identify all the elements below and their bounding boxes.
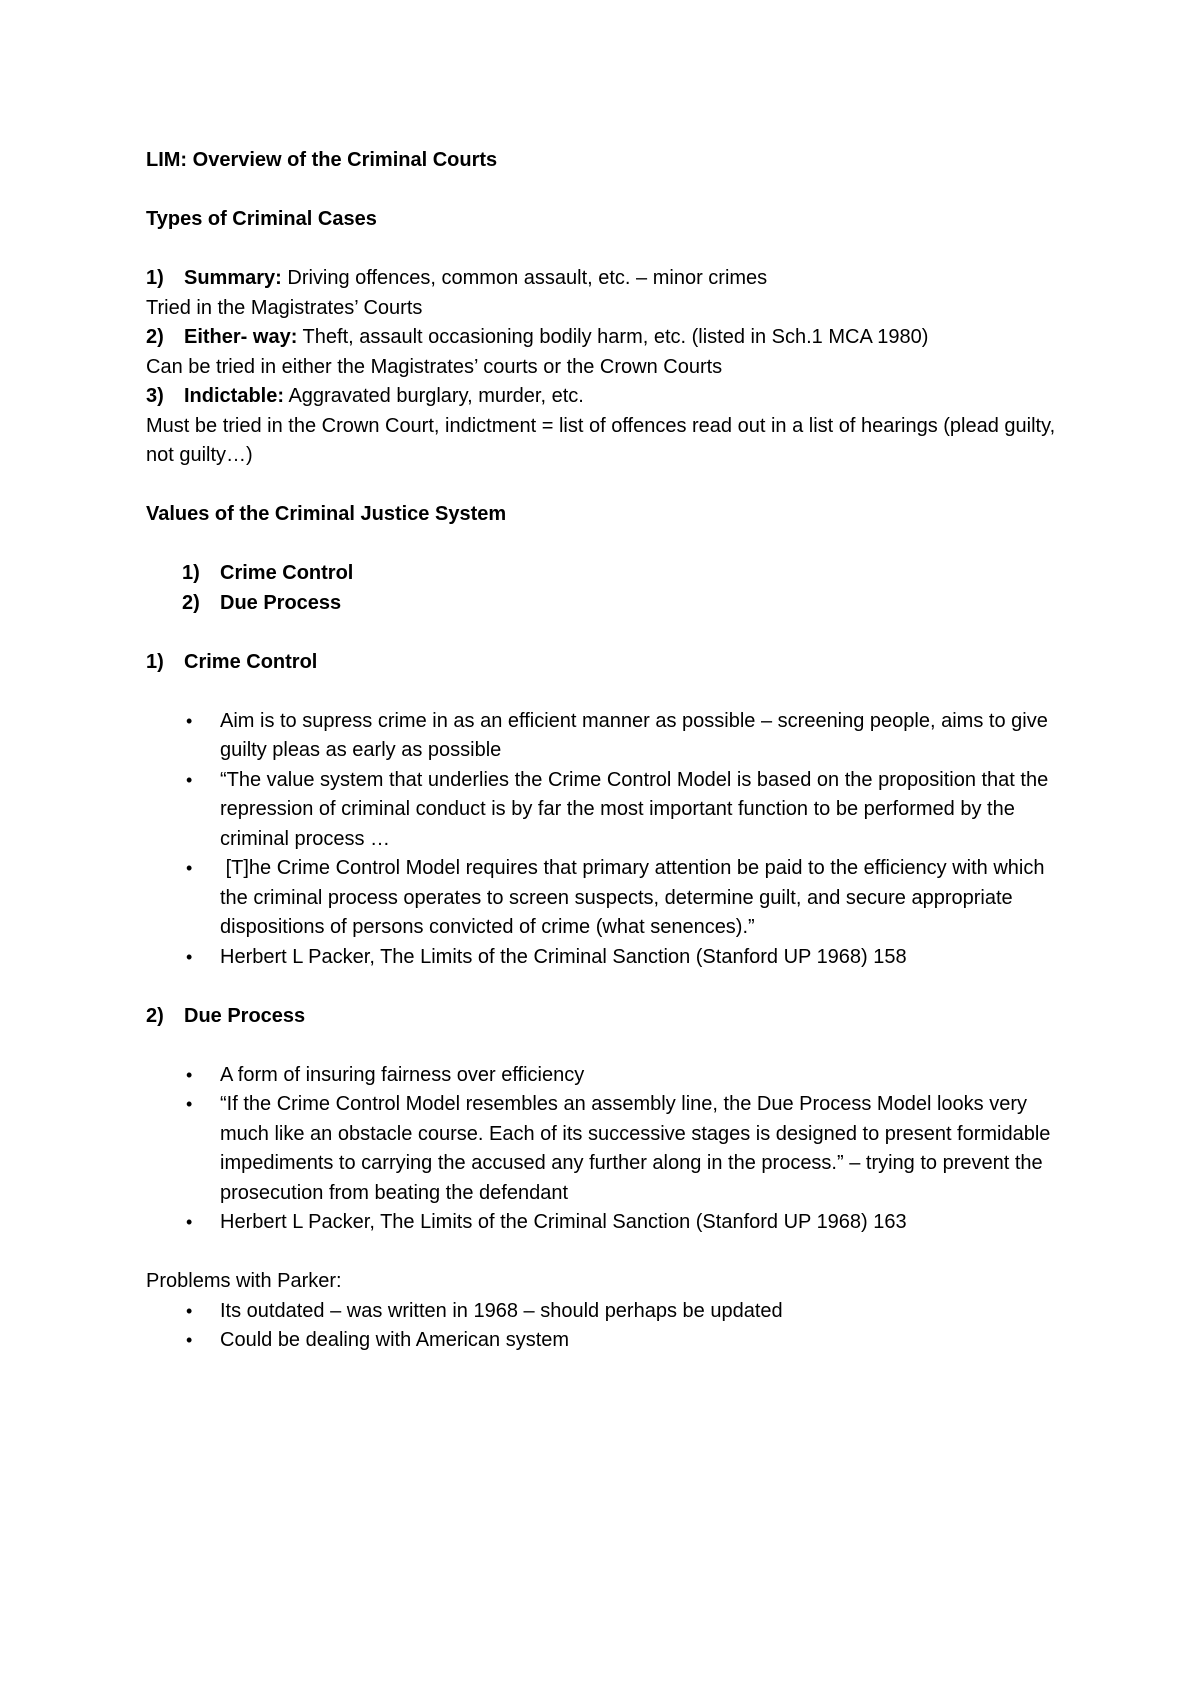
- bullet-icon: •: [186, 1300, 193, 1321]
- list-item: • Herbert L Packer, The Limits of the Criminal Sanction (Stanford UP 1968) 158: [146, 943, 1066, 973]
- case-type-indictable: 3) Indictable: Aggravated burglary, murder, etc. Must be tried in the Crown Court, indictment = list of offences read out in a list of hearings (plead guilty, not guilty…): [146, 382, 1066, 471]
- bullet-icon: •: [186, 946, 193, 967]
- list-item: • “If the Crime Control Model resembles an assembly line, the Due Process Model looks very much like an obstacle course. Each of its successive stages is designed to present formidable impediments to carrying the accused any further along in the process.” – trying to prevent the prosecution from beating the defendant: [146, 1090, 1066, 1208]
- crime-control-bullets: [146, 707, 1066, 973]
- document-body: [146, 146, 1066, 1356]
- case-type-either-way: 2) Either- way: Theft, assault occasioning bodily harm, etc. (listed in Sch.1 MCA 1980) Can be tried in either the Magistrates’ courts or the Crown Courts: [146, 323, 1066, 382]
- list-item: • Its outdated – was written in 1968 – should perhaps be updated: [146, 1297, 1066, 1327]
- problems-heading: Problems with Parker:: [146, 1270, 342, 1292]
- case-type-note: Tried in the Magistrates’ Courts: [146, 296, 423, 319]
- list-item: • Herbert L Packer, The Limits of the Criminal Sanction (Stanford UP 1968) 163: [146, 1208, 1066, 1238]
- case-type-note: Must be tried in the Crown Court, indictment = list of offences read out in a list of hearings (plead guilty, not guilty…): [146, 414, 1056, 466]
- list-item: • A form of insuring fairness over efficiency: [146, 1061, 1066, 1091]
- bullet-icon: •: [186, 1064, 193, 1085]
- list-item: 1) Crime Control: [182, 562, 354, 584]
- list-item: • [T]he Crime Control Model requires that primary attention be paid to the efficiency with which the criminal process operates to screen suspects, determine guilt, and secure appropriate dispositions of persons convicted of crime (what senences).”: [146, 854, 1066, 943]
- problems-bullets: [146, 1297, 1066, 1356]
- bullet-icon: •: [186, 1330, 193, 1350]
- values-heading: Values of the Criminal Justice System: [146, 503, 507, 525]
- due-process-heading: 2) Due Process: [146, 1004, 306, 1027]
- case-type-summary: 1) Summary: Driving offences, common assault, etc. – minor crimes Tried in the Magistrates’ Courts: [146, 264, 1066, 323]
- bullet-icon: •: [186, 1212, 193, 1232]
- case-type-note: Can be tried in either the Magistrates’ courts or the Crown Courts: [146, 355, 723, 378]
- bullet-icon: •: [186, 769, 193, 790]
- bullet-icon: •: [186, 710, 193, 731]
- list-item: • Could be dealing with American system: [146, 1326, 1066, 1356]
- bullet-icon: •: [186, 1094, 193, 1114]
- values-list: [146, 559, 1066, 618]
- types-heading: Types of Criminal Cases: [146, 208, 377, 230]
- list-item: • “The value system that underlies the Crime Control Model is based on the proposition that the repression of criminal conduct is by far the most important function to be performed by the criminal process …: [146, 766, 1066, 855]
- document-title: LIM: Overview of the Criminal Courts: [146, 149, 498, 171]
- list-item: • Aim is to supress crime in as an efficient manner as possible – screening people, aims to give guilty pleas as early as possible: [146, 707, 1066, 766]
- crime-control-heading: 1) Crime Control: [146, 650, 318, 673]
- due-process-bullets: [146, 1061, 1066, 1238]
- list-item: 2) Due Process: [182, 591, 342, 614]
- bullet-icon: •: [186, 858, 193, 878]
